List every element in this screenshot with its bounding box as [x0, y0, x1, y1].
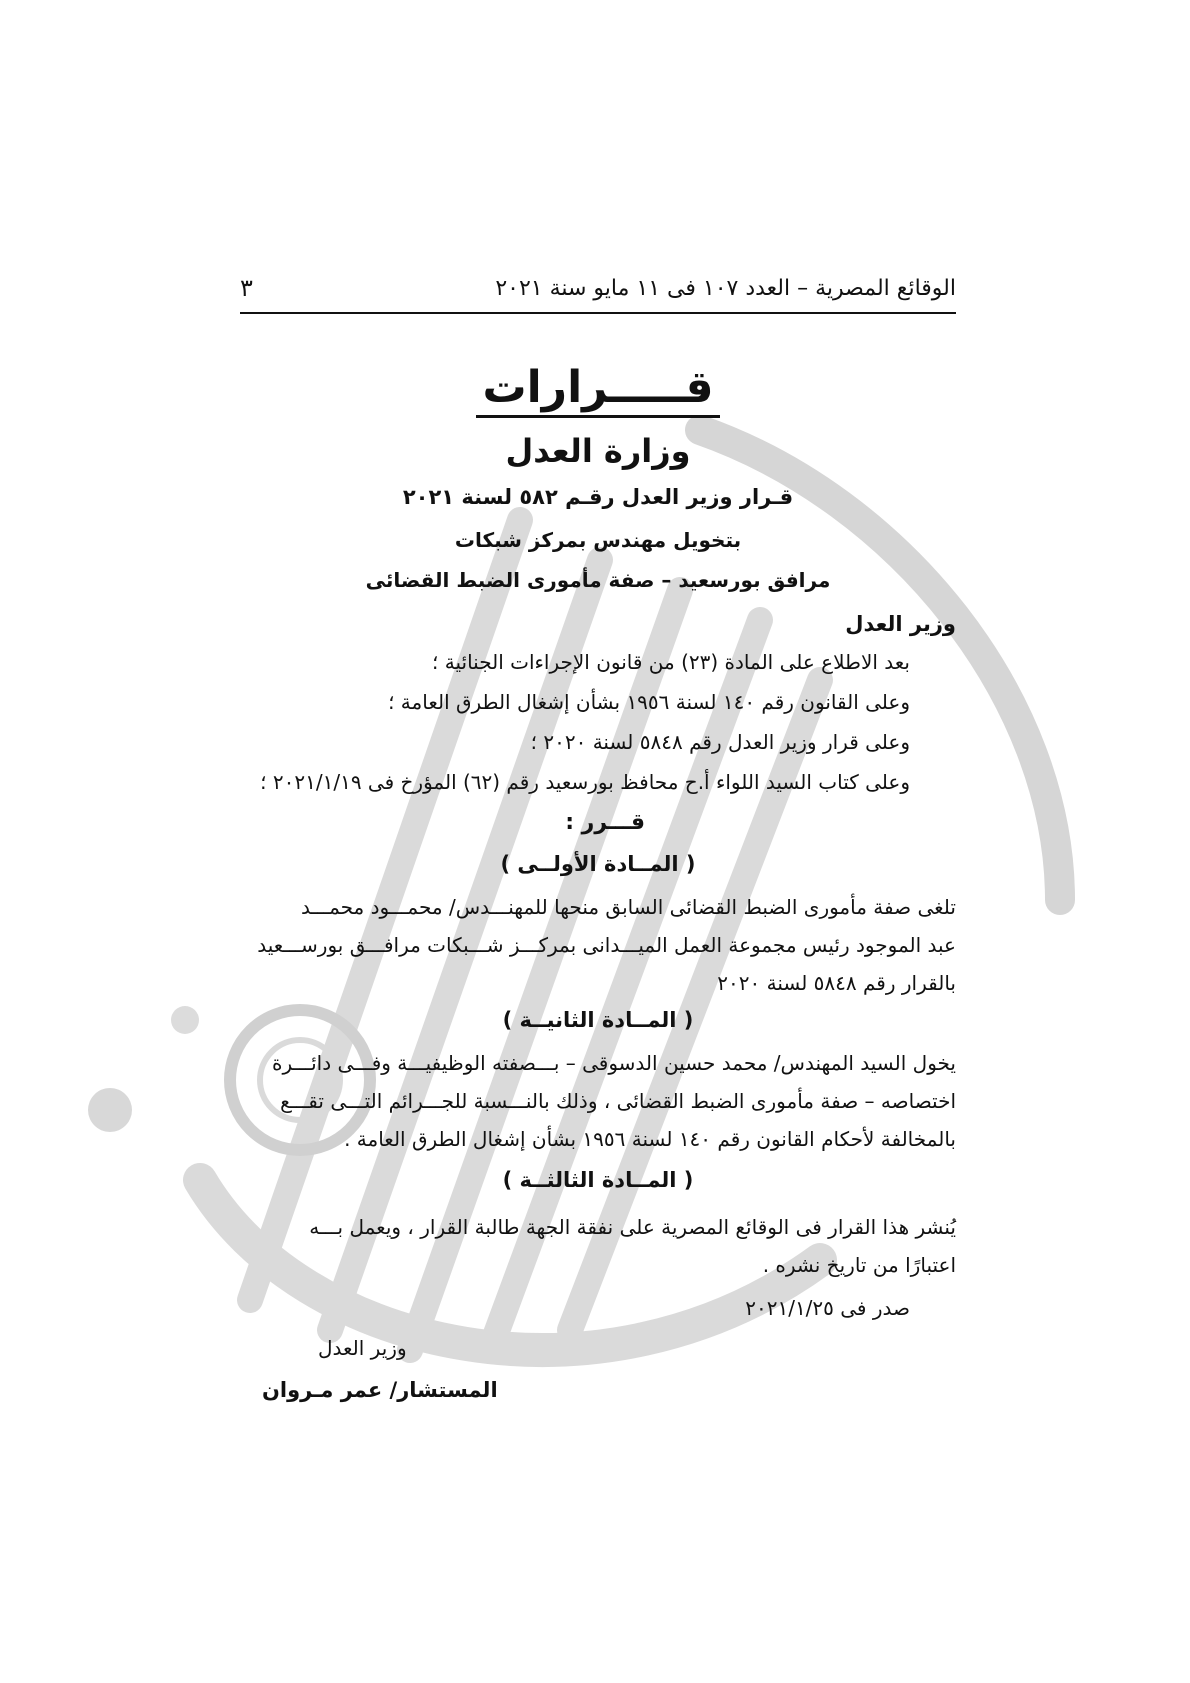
page-number: ٣ — [240, 274, 253, 302]
ministry-heading: وزارة العدل — [505, 432, 691, 470]
gazette-title: الوقائع المصرية – العدد ١٠٧ فى ١١ مايو سنة ٢٠٢١ — [495, 276, 956, 301]
preamble-line: وعلى كتاب السيد اللواء أ.ح محافظ بورسعيد رقم (٦٢) المؤرخ فى ٢٠٢١/١/١٩ ؛ — [260, 770, 910, 794]
article-3-heading: ( المــادة الثالثــة ) — [502, 1168, 694, 1192]
minister-heading: وزير العدل — [845, 612, 956, 636]
main-heading-text: قـــــرارات — [476, 362, 719, 418]
main-heading — [240, 362, 956, 418]
article-line: اعتبارًا من تاريخ نشره . — [762, 1253, 956, 1277]
signature-name: المستشار/ عمر مـروان — [262, 1378, 498, 1402]
preamble-line: بعد الاطلاع على المادة (٢٣) من قانون الإجراءات الجنائية ؛ — [432, 650, 910, 674]
decided-label: قـــرر : — [565, 810, 645, 835]
preamble-line: وعلى القانون رقم ١٤٠ لسنة ١٩٥٦ بشأن إشغال الطرق العامة ؛ — [388, 690, 910, 714]
article-3-body — [240, 1208, 956, 1284]
decree-subtitle-line1: بتخويل مهندس بمركز شبكات — [454, 528, 742, 552]
article-line: عبد الموجود رئيس مجموعة العمل الميـــدانى بمركـــز شـــبكات مرافـــق بورســـعيد — [257, 933, 956, 957]
preamble-line: وعلى قرار وزير العدل رقم ٥٨٤٨ لسنة ٢٠٢٠ ؛ — [530, 730, 910, 754]
issued-date: صدر فى ٢٠٢١/١/٢٥ — [745, 1296, 910, 1320]
page-header — [240, 268, 956, 314]
article-line: بالقرار رقم ٥٨٤٨ لسنة ٢٠٢٠ — [717, 971, 956, 995]
article-line: اختصاصه – صفة مأمورى الضبط القضائى ، وذلك بالنـــسبة للجـــرائم التـــى تقـــع — [280, 1089, 956, 1113]
decree-title: قـرار وزير العدل رقـم ٥٨٢ لسنة ٢٠٢١ — [402, 485, 794, 509]
article-line: يُنشر هذا القرار فى الوقائع المصرية على نفقة الجهة طالبة القرار ، ويعمل بـــه — [309, 1215, 956, 1239]
article-line: يخول السيد المهندس/ محمد حسين الدسوقى – بـــصفته الوظيفيـــة وفـــى دائـــرة — [271, 1051, 956, 1075]
article-line: تلغى صفة مأمورى الضبط القضائى السابق منحها للمهنـــدس/ محمـــود محمـــد — [301, 895, 956, 919]
article-1-heading: ( المــادة الأولــى ) — [500, 852, 696, 876]
article-2-heading: ( المــادة الثانيــة ) — [502, 1008, 694, 1032]
article-line: بالمخالفة لأحكام القانون رقم ١٤٠ لسنة ١٩٥٦ بشأن إشغال الطرق العامة . — [344, 1127, 956, 1151]
article-2-body — [240, 1044, 956, 1158]
decree-subtitle-line2: مرافق بورسعيد – صفة مأمورى الضبط القضائى — [365, 568, 831, 592]
signature-title: وزير العدل — [318, 1336, 407, 1360]
article-1-body — [240, 888, 956, 1002]
